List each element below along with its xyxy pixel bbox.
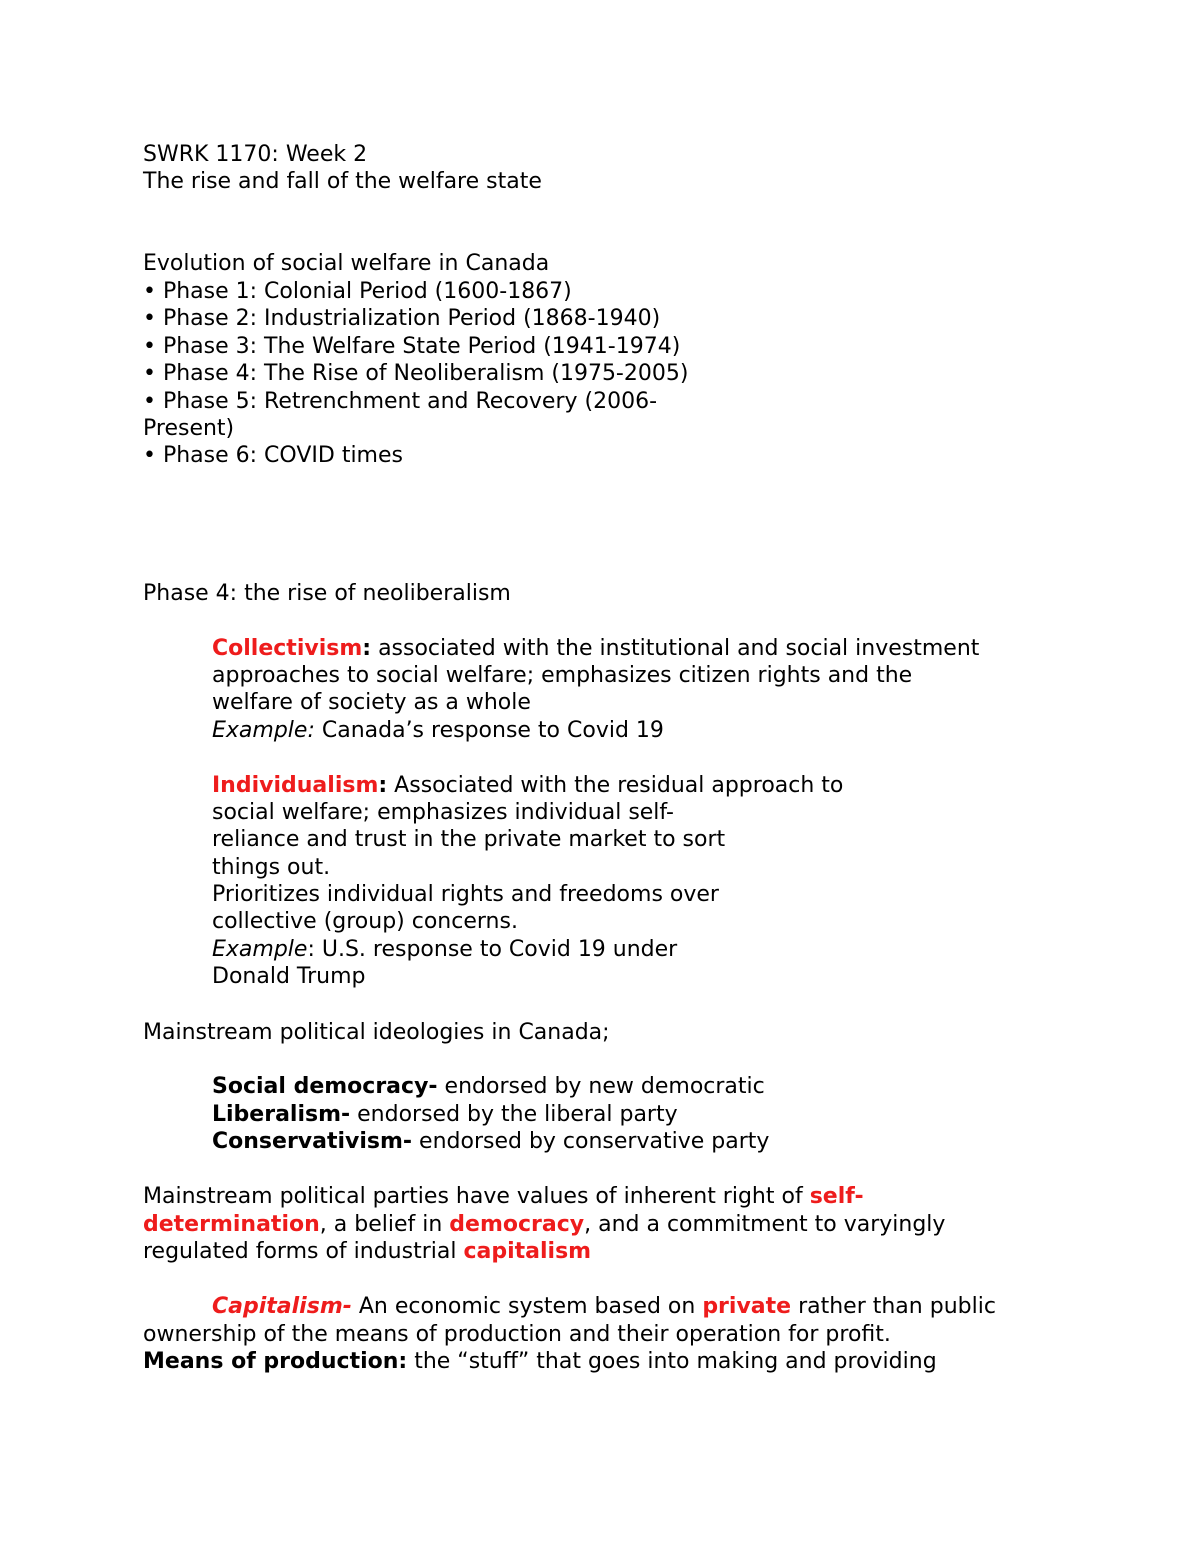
ideology-text: endorsed by conservative party bbox=[412, 1129, 770, 1154]
individualism-line: collective (group) concerns. bbox=[212, 909, 518, 934]
ideology-term: Social democracy- bbox=[212, 1074, 438, 1099]
means-of-production-definition bbox=[143, 1348, 937, 1375]
capitalism-line: ownership of the means of production and their operation for profit. bbox=[143, 1322, 891, 1347]
individualism-term: Individualism bbox=[212, 773, 379, 798]
phase-item: • Phase 6: COVID times bbox=[143, 443, 403, 468]
example-label: Example: bbox=[212, 718, 315, 743]
collectivism-line: approaches to social welfare; emphasizes citizen rights and the bbox=[212, 663, 913, 688]
individualism-line: social welfare; emphasizes individual self- bbox=[212, 800, 674, 825]
values-paragraph-line bbox=[143, 1183, 864, 1210]
capitalism-text: rather than public bbox=[791, 1294, 996, 1319]
individualism-colon: : bbox=[378, 773, 388, 798]
topic-title: The rise and fall of the welfare state bbox=[143, 169, 542, 194]
capitalism-definition-term: Capitalism- bbox=[212, 1294, 352, 1319]
phase-item: • Phase 4: The Rise of Neoliberalism (1975-2005) bbox=[143, 361, 689, 386]
course-title: SWRK 1170: Week 2 bbox=[143, 142, 368, 167]
individualism-example-line: Donald Trump bbox=[212, 964, 366, 989]
ideology-text: endorsed by new democratic bbox=[437, 1074, 765, 1099]
values-text: , and a commitment to varyingly bbox=[584, 1212, 946, 1237]
phase-item: • Phase 3: The Welfare State Period (1941-1974) bbox=[143, 334, 681, 359]
individualism-example bbox=[212, 936, 677, 963]
self-determination-term: self- bbox=[809, 1184, 864, 1209]
individualism-line: things out. bbox=[212, 855, 331, 880]
capitalism-term: capitalism bbox=[463, 1239, 592, 1264]
capitalism-text: An economic system based on bbox=[351, 1294, 703, 1319]
individualism-definition bbox=[212, 772, 843, 799]
collectivism-term: Collectivism bbox=[212, 636, 363, 661]
ideology-text: endorsed by the liberal party bbox=[350, 1102, 678, 1127]
phase-item: • Phase 1: Colonial Period (1600-1867) bbox=[143, 279, 572, 304]
individualism-line: reliance and trust in the private market to sort bbox=[212, 827, 726, 852]
ideology-item bbox=[212, 1073, 765, 1100]
phase4-heading: Phase 4: the rise of neoliberalism bbox=[143, 581, 511, 606]
ideology-item bbox=[212, 1101, 678, 1128]
example-text: Canada’s response to Covid 19 bbox=[314, 718, 664, 743]
collectivism-line: welfare of society as a whole bbox=[212, 690, 531, 715]
capitalism-definition bbox=[212, 1293, 996, 1320]
individualism-line: Prioritizes individual rights and freedoms over bbox=[212, 882, 719, 907]
values-text: regulated forms of industrial bbox=[143, 1239, 464, 1264]
example-text: : U.S. response to Covid 19 under bbox=[307, 937, 678, 962]
means-of-production-text: the “stuff” that goes into making and providing bbox=[407, 1349, 937, 1374]
phase-item: • Phase 5: Retrenchment and Recovery (2006- bbox=[143, 389, 658, 414]
collectivism-example bbox=[212, 717, 664, 744]
phase-item-continuation: Present) bbox=[143, 416, 235, 441]
evolution-heading: Evolution of social welfare in Canada bbox=[143, 251, 550, 276]
phase-item: • Phase 2: Industrialization Period (1868-1940) bbox=[143, 306, 661, 331]
example-label: Example bbox=[212, 937, 308, 962]
values-text: , a belief in bbox=[319, 1212, 450, 1237]
self-determination-term: determination bbox=[143, 1212, 320, 1237]
ideologies-heading: Mainstream political ideologies in Canada; bbox=[143, 1020, 610, 1045]
values-paragraph-line bbox=[143, 1238, 591, 1265]
democracy-term: democracy bbox=[449, 1212, 585, 1237]
collectivism-definition bbox=[212, 635, 979, 662]
ideology-item bbox=[212, 1128, 769, 1155]
means-of-production-term: Means of production: bbox=[143, 1349, 408, 1374]
ideology-term: Liberalism- bbox=[212, 1102, 351, 1127]
collectivism-text: associated with the institutional and social investment bbox=[371, 636, 980, 661]
values-text: Mainstream political parties have values of inherent right of bbox=[143, 1184, 810, 1209]
ideology-term: Conservativism- bbox=[212, 1129, 413, 1154]
collectivism-colon: : bbox=[362, 636, 372, 661]
individualism-text: Associated with the residual approach to bbox=[387, 773, 844, 798]
private-term: private bbox=[702, 1294, 792, 1319]
values-paragraph-line bbox=[143, 1211, 945, 1238]
